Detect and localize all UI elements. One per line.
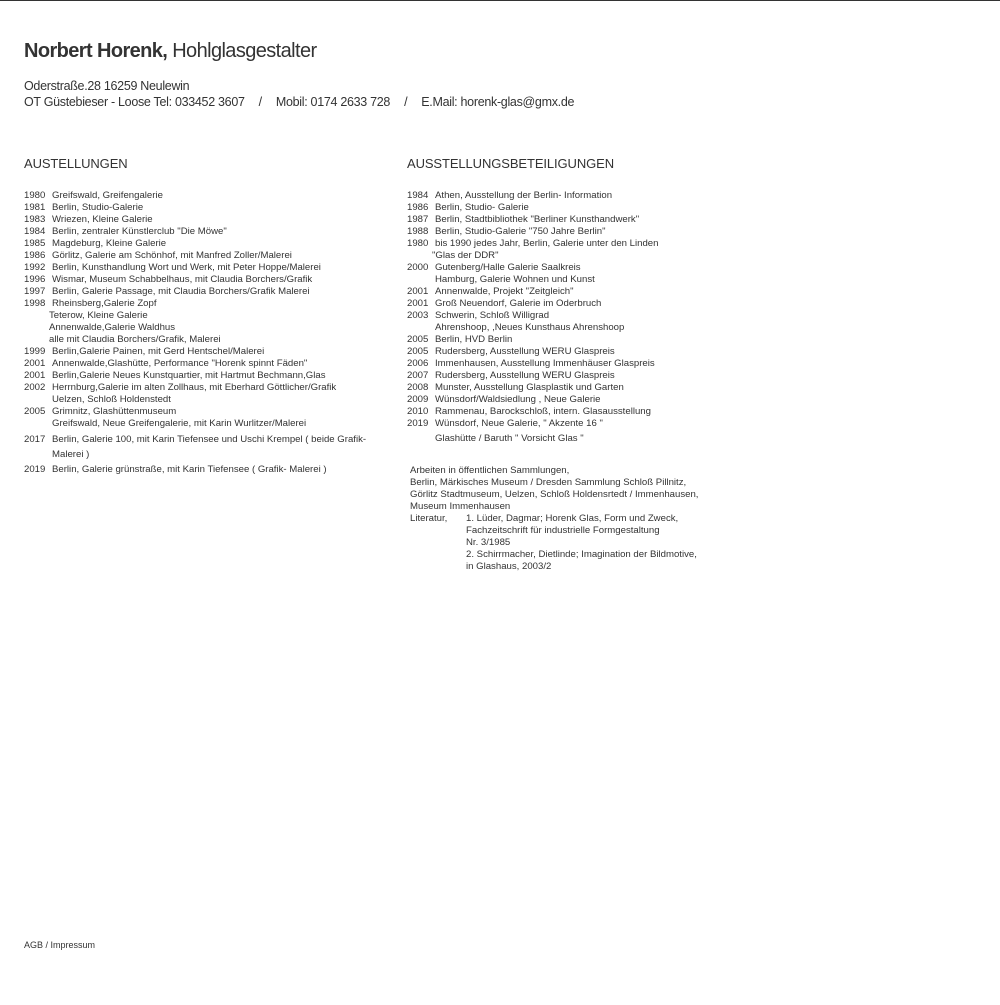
list-item xyxy=(24,238,394,250)
entry-text: Berlin, zentraler Künstlerclub "Die Möwe" xyxy=(52,226,227,237)
list-item xyxy=(407,334,737,346)
participations-heading: AUSSTELLUNGSBETEILIGUNGEN xyxy=(407,156,614,171)
entry-text: Immenhausen, Ausstellung Immenhäuser Glaspreis xyxy=(435,358,655,369)
location-phone: OT Güstebieser - Loose Tel: 033452 3607 xyxy=(24,95,245,109)
literature-line: in Glashaus, 2003/2 xyxy=(466,561,552,572)
list-item xyxy=(407,214,737,226)
page-title xyxy=(24,40,317,63)
separator: / xyxy=(404,95,408,109)
year: 1992 xyxy=(24,262,46,273)
year: 1999 xyxy=(24,346,46,357)
entry-text: Wriezen, Kleine Galerie xyxy=(52,214,153,225)
year: 1988 xyxy=(407,226,429,237)
list-item xyxy=(24,286,394,298)
entry-text: Wismar, Museum Schabbelhaus, mit Claudia Borchers/Grafik xyxy=(52,274,313,285)
year: 1997 xyxy=(24,286,46,297)
collections-line: Berlin, Märkisches Museum / Dresden Sammlung Schloß Pillnitz, xyxy=(410,477,687,488)
entry-text: Rammenau, Barockschloß, intern. Glasausstellung xyxy=(435,406,651,417)
list-item-continuation: Annenwalde,Galerie Waldhus xyxy=(49,322,176,333)
list-item xyxy=(24,382,394,394)
list-item xyxy=(24,202,394,214)
year: 2002 xyxy=(24,382,46,393)
literature-line: 1. Lüder, Dagmar; Horenk Glas, Form und Zweck, xyxy=(466,513,679,524)
page-header xyxy=(24,40,317,63)
list-item xyxy=(407,262,737,274)
entry-text: Wünsdorf/Waldsiedlung , Neue Galerie xyxy=(435,394,601,405)
top-border xyxy=(0,0,1000,1)
entry-text: Berlin, Studio-Galerie "750 Jahre Berlin" xyxy=(435,226,606,237)
list-item-continuation: Glashütte / Baruth " Vorsicht Glas " xyxy=(435,433,584,444)
entry-text: Grimnitz, Glashüttenmuseum xyxy=(52,406,177,417)
year: 2010 xyxy=(407,406,429,417)
year: 2019 xyxy=(24,464,46,475)
entry-text: Munster, Ausstellung Glasplastik und Garten xyxy=(435,382,624,393)
collections-block xyxy=(407,465,737,573)
year: 1985 xyxy=(24,238,46,249)
list-item xyxy=(407,418,737,430)
list-item xyxy=(24,226,394,238)
list-item-continuation: Greifswald, Neue Greifengalerie, mit Karin Wurlitzer/Malerei xyxy=(52,418,307,429)
year: 2001 xyxy=(24,358,46,369)
address-line-2 xyxy=(24,94,574,110)
literature-line: Nr. 3/1985 xyxy=(466,537,511,548)
participation-list xyxy=(407,190,737,445)
collections-line: Arbeiten in öffentlichen Sammlungen, xyxy=(410,465,570,476)
literature-block xyxy=(410,513,737,573)
list-item-continuation: Teterow, Kleine Galerie xyxy=(49,310,148,321)
list-item xyxy=(407,202,737,214)
imprint-link[interactable]: AGB / Impressum xyxy=(24,940,96,950)
artist-profession: Hohlglasgestalter xyxy=(167,40,317,62)
entry-text: Schwerin, Schloß Willigrad xyxy=(435,310,550,321)
list-item-continuation: "Glas der DDR" xyxy=(432,250,499,261)
year: 2001 xyxy=(407,286,429,297)
list-item xyxy=(24,406,394,418)
list-item xyxy=(407,298,737,310)
entry-text: Berlin,Galerie Neues Kunstquartier, mit Hartmut Bechmann,Glas xyxy=(52,370,326,381)
separator: / xyxy=(258,95,262,109)
list-item xyxy=(407,406,737,418)
artist-name: Norbert Horenk, xyxy=(24,40,168,62)
year: 2007 xyxy=(407,370,429,381)
list-item xyxy=(24,274,394,286)
list-item xyxy=(407,226,737,238)
year: 2005 xyxy=(24,406,46,417)
entry-text: bis 1990 jedes Jahr, Berlin, Galerie unter den Linden xyxy=(435,238,659,249)
email-link[interactable]: E.Mail: horenk-glas@gmx.de xyxy=(421,95,575,109)
list-item xyxy=(24,464,394,476)
list-item-continuation: alle mit Claudia Borchers/Grafik, Malerei xyxy=(49,334,221,345)
year: 1986 xyxy=(24,250,46,261)
list-item xyxy=(24,346,394,358)
list-item xyxy=(407,394,737,406)
list-item xyxy=(24,250,394,262)
list-item xyxy=(407,238,737,250)
literature-line: Fachzeitschrift für industrielle Formgestaltung xyxy=(466,525,660,536)
entry-text: Berlin, Kunsthandlung Wort und Werk, mit Peter Hoppe/Malerei xyxy=(52,262,321,273)
entry-text: Berlin, Galerie 100, mit Karin Tiefensee und Uschi Krempel ( beide Grafik- xyxy=(52,434,367,445)
collections-line: Görlitz Stadtmuseum, Uelzen, Schloß Holdensrtedt / Immenhausen, xyxy=(410,489,699,500)
entry-text: Berlin, Stadtbibliothek "Berliner Kunsthandwerk" xyxy=(435,214,640,225)
exhibitions-column xyxy=(24,156,394,476)
year: 2006 xyxy=(407,358,429,369)
list-item-continuation: Ahrenshoop, ,Neues Kunsthaus Ahrenshoop xyxy=(435,322,625,333)
entry-text: Görlitz, Galerie am Schönhof, mit Manfred Zoller/Malerei xyxy=(52,250,292,261)
list-item xyxy=(407,346,737,358)
year: 1987 xyxy=(407,214,429,225)
year: 1998 xyxy=(24,298,46,309)
year: 2000 xyxy=(407,262,429,273)
entry-text: Herrnburg,Galerie im alten Zollhaus, mit Eberhard Göttlicher/Grafik xyxy=(52,382,337,393)
year: 1983 xyxy=(24,214,46,225)
contact-block xyxy=(24,78,574,110)
page-footer xyxy=(24,940,95,950)
list-item xyxy=(24,214,394,226)
entry-text: Berlin, Galerie grünstraße, mit Karin Tiefensee ( Grafik- Malerei ) xyxy=(52,464,327,475)
year: 2005 xyxy=(407,346,429,357)
year: 2005 xyxy=(407,334,429,345)
year: 2009 xyxy=(407,394,429,405)
year: 2008 xyxy=(407,382,429,393)
list-item xyxy=(24,190,394,202)
list-item xyxy=(24,358,394,370)
year: 1984 xyxy=(407,190,429,201)
list-item xyxy=(407,358,737,370)
year: 1984 xyxy=(24,226,46,237)
year: 2001 xyxy=(24,370,46,381)
mobile-number: Mobil: 0174 2633 728 xyxy=(275,95,391,109)
entry-text: Annenwalde,Glashütte, Performance "Horenk spinnt Fäden" xyxy=(52,358,308,369)
list-item xyxy=(407,310,737,322)
year: 2019 xyxy=(407,418,429,429)
year: 1981 xyxy=(24,202,46,213)
entry-text: Rudersberg, Ausstellung WERU Glaspreis xyxy=(435,346,615,357)
list-item xyxy=(407,382,737,394)
year: 1986 xyxy=(407,202,429,213)
list-item-continuation: Malerei ) xyxy=(52,449,90,460)
entry-text: Annenwalde, Projekt "Zeitgleich" xyxy=(435,286,574,297)
list-item-continuation: Hamburg, Galerie Wohnen und Kunst xyxy=(435,274,595,285)
entry-text: Berlin,Galerie Painen, mit Gerd Hentschel/Malerei xyxy=(52,346,265,357)
literature-line: 2. Schirrmacher, Dietlinde; Imagination der Bildmotive, xyxy=(466,549,697,560)
collections-line: Museum Immenhausen xyxy=(410,501,511,512)
entry-text: Rheinsberg,Galerie Zopf xyxy=(52,298,157,309)
list-item xyxy=(407,286,737,298)
exhibition-list xyxy=(24,190,394,476)
list-item xyxy=(24,434,394,446)
entry-text: Groß Neuendorf, Galerie im Oderbruch xyxy=(435,298,602,309)
participations-column xyxy=(407,156,737,573)
literature-list xyxy=(466,513,697,573)
entry-text: Greifswald, Greifengalerie xyxy=(52,190,163,201)
list-item xyxy=(24,262,394,274)
year: 2017 xyxy=(24,434,46,445)
entry-text: Rudersberg, Ausstellung WERU Glaspreis xyxy=(435,370,615,381)
year: 1980 xyxy=(407,238,429,249)
entry-text: Athen, Ausstellung der Berlin- Information xyxy=(435,190,613,201)
year: 1996 xyxy=(24,274,46,285)
list-item xyxy=(407,190,737,202)
entry-text: Berlin, Studio- Galerie xyxy=(435,202,529,213)
entry-text: Wünsdorf, Neue Galerie, " Akzente 16 " xyxy=(435,418,603,429)
list-item xyxy=(24,370,394,382)
year: 2001 xyxy=(407,298,429,309)
entry-text: Magdeburg, Kleine Galerie xyxy=(52,238,167,249)
address-line-1: Oderstraße.28 16259 Neulewin xyxy=(24,79,190,93)
entry-text: Berlin, Galerie Passage, mit Claudia Borchers/Grafik Malerei xyxy=(52,286,310,297)
list-item xyxy=(24,298,394,310)
list-item xyxy=(407,370,737,382)
entry-text: Berlin, HVD Berlin xyxy=(435,334,513,345)
list-item-continuation: Uelzen, Schloß Holdenstedt xyxy=(52,394,171,405)
year: 2003 xyxy=(407,310,429,321)
literature-label: Literatur, xyxy=(410,513,448,524)
entry-text: Gutenberg/Halle Galerie Saalkreis xyxy=(435,262,581,273)
exhibitions-heading: AUSTELLUNGEN xyxy=(24,156,128,171)
entry-text: Berlin, Studio-Galerie xyxy=(52,202,144,213)
year: 1980 xyxy=(24,190,46,201)
